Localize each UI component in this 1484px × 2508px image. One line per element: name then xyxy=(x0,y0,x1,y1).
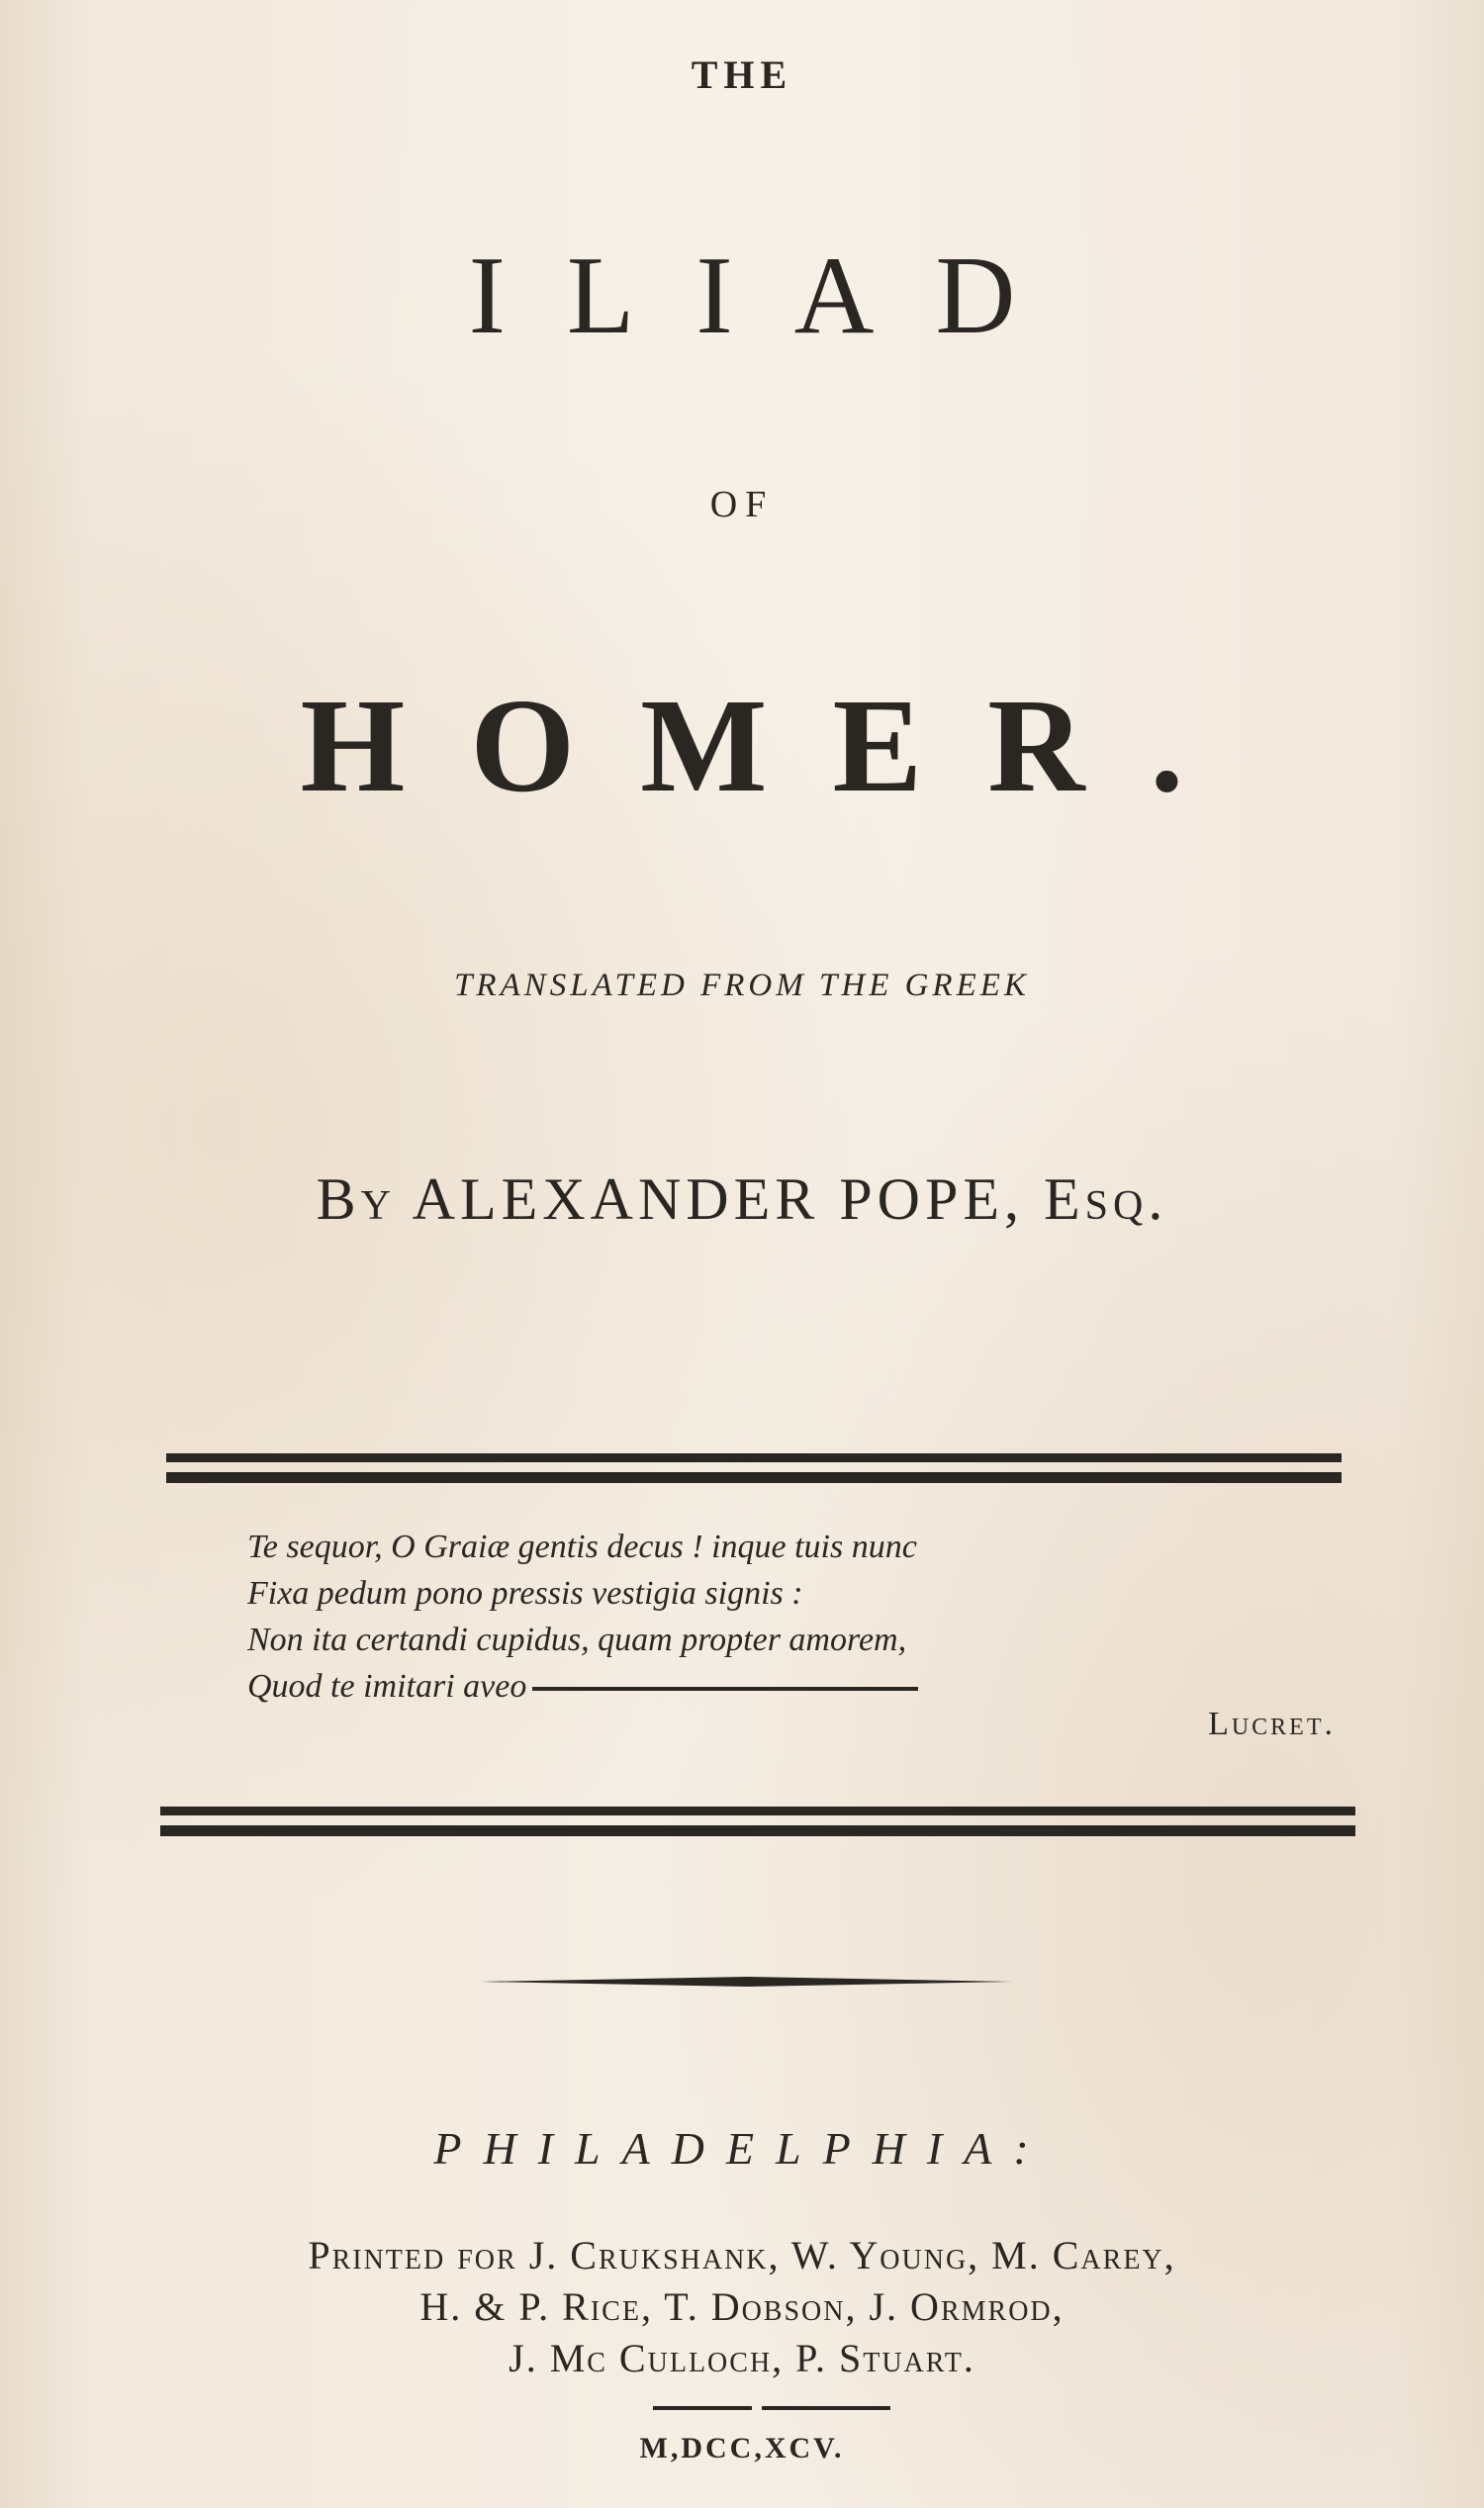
short-rule xyxy=(653,2398,890,2404)
rule-line xyxy=(166,1472,1342,1483)
imprint-date: M,DCC,XCV. xyxy=(639,2432,845,2464)
rule-line xyxy=(160,1825,1355,1836)
epigraph-line: Fixa pedum pono pressis vestigia signis : xyxy=(247,1575,803,1612)
epigraph xyxy=(247,1524,1286,1710)
epigraph-line: Non ita certandi cupidus, quam propter amorem, xyxy=(247,1622,907,1658)
title-article: THE xyxy=(691,52,793,97)
epigraph-dash xyxy=(532,1687,918,1691)
double-rule-top xyxy=(166,1447,1342,1491)
rule-line xyxy=(166,1453,1342,1462)
epigraph-line-text: Quod te imitari aveo xyxy=(247,1668,527,1705)
printers-line: H. & P. Rice, T. Dobson, J. Ormrod, xyxy=(419,2284,1065,2329)
title-of: OF xyxy=(709,484,775,525)
double-rule-bottom xyxy=(160,1801,1355,1844)
epigraph-line: Te sequor, O Graiæ gentis decus ! inque tuis nunc xyxy=(247,1529,917,1565)
ornamental-rule-graphic xyxy=(480,1976,1014,1988)
printers-line: Printed for J. Crukshank, W. Young, M. Carey, xyxy=(308,2233,1176,2277)
work-title: ILIAD xyxy=(468,234,1077,357)
translator-line: By ALEXANDER POPE, Esq. xyxy=(316,1166,1168,1232)
printers-line: J. Mc Culloch, P. Stuart. xyxy=(509,2336,975,2380)
epigraph-attribution: Lucret. xyxy=(1208,1706,1336,1742)
ornamental-rule xyxy=(480,1976,1014,1988)
rule-line xyxy=(160,1807,1355,1815)
imprint-place: PHILADELPHIA: xyxy=(433,2123,1051,2174)
imprint-printers xyxy=(0,2230,1484,2384)
translated-line: TRANSLATED FROM THE GREEK xyxy=(454,968,1030,1003)
author-name: HOMER. xyxy=(300,672,1250,820)
short-rule-graphic xyxy=(653,2405,890,2411)
epigraph-line-last xyxy=(247,1663,1286,1710)
